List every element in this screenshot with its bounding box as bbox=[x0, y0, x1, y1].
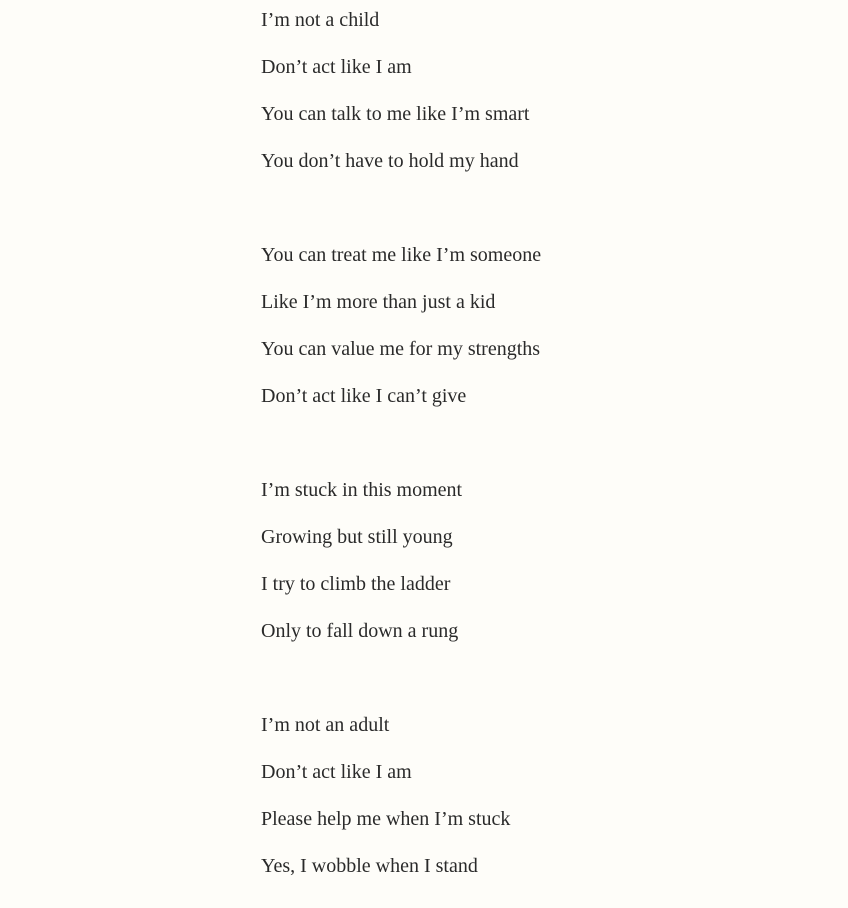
poem-line: Growing but still young bbox=[261, 526, 453, 548]
poem-line: I try to climb the ladder bbox=[261, 573, 451, 595]
poem-line: You can treat me like I’m someone bbox=[261, 244, 542, 266]
poem-line: You can value me for my strengths bbox=[261, 338, 541, 360]
poem-line: You can talk to me like I’m smart bbox=[261, 103, 530, 125]
poem-line: Don’t act like I am bbox=[261, 56, 412, 78]
poem-line: Please help me when I’m stuck bbox=[261, 808, 511, 830]
poem-line: I’m stuck in this moment bbox=[261, 479, 463, 501]
poem-line: Yes, I wobble when I stand bbox=[261, 855, 478, 877]
poem-line: Don’t act like I can’t give bbox=[261, 385, 467, 407]
poem-line: Like I’m more than just a kid bbox=[261, 291, 496, 313]
poem-line: You don’t have to hold my hand bbox=[261, 150, 519, 172]
poem-line: Don’t act like I am bbox=[261, 761, 412, 783]
poem-line: Only to fall down a rung bbox=[261, 620, 459, 642]
poem-line: I’m not a child bbox=[261, 9, 380, 31]
poem-line: I’m not an adult bbox=[261, 714, 390, 736]
